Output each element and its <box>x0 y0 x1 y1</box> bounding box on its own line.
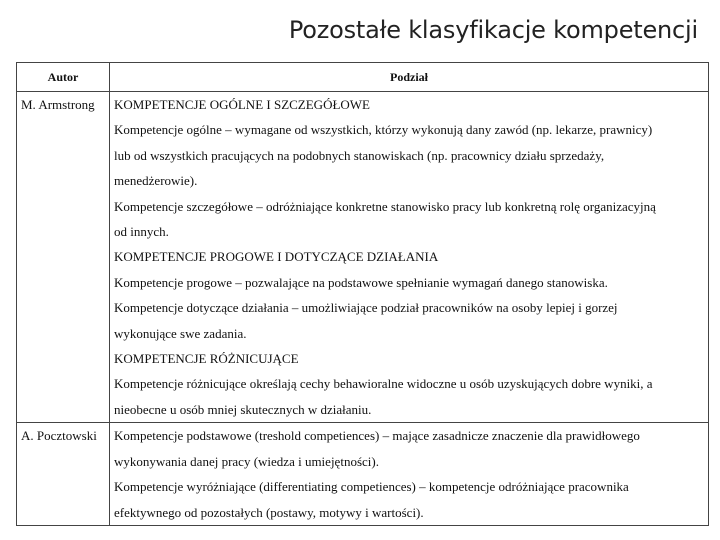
text-line: Kompetencje różnicujące określają cechy behawioralne widoczne u osób uzyskujących dobre wyniki, a <box>114 376 653 392</box>
author-cell: M. Armstrong <box>17 92 110 423</box>
text-line: KOMPETENCJE OGÓLNE I SZCZEGÓŁOWE <box>114 97 371 112</box>
page-title: Pozostałe klasyfikacje kompetencji <box>288 16 698 44</box>
text-line: od innych. <box>114 224 169 240</box>
table-header-row <box>17 63 709 92</box>
division-cell <box>110 92 709 423</box>
author-cell: A. Pocztowski <box>17 423 110 526</box>
text-line: wykonywania danej pracy (wiedza i umiejętności). <box>114 453 379 469</box>
text-line: lub od wszystkich pracujących na podobnych stanowiskach (np. pracownicy działu sprzedaży, <box>114 147 605 163</box>
text-line: Kompetencje podstawowe (treshold competiences) – mające zasadnicze znaczenie dla prawidłowego <box>114 428 640 444</box>
division-cell <box>110 423 709 526</box>
text-line: menedżerowie). <box>114 173 198 189</box>
text-line: KOMPETENCJE RÓŻNICUJĄCE <box>114 351 299 367</box>
text-line: Kompetencje szczegółowe – odróżniające konkretne stanowisko pracy lub konkretną rolę organizacyjną <box>114 198 656 214</box>
text-line: Kompetencje ogólne – wymagane od wszystkich, którzy wykonują dany zawód (np. lekarze, prawnicy) <box>114 122 653 138</box>
header-division: Podział <box>110 63 709 92</box>
table-row-pocztowski <box>17 423 709 526</box>
text-line: Kompetencje dotyczące działania – umożliwiające podział pracowników na osoby lepiej i gorzej <box>114 300 618 316</box>
text-line: KOMPETENCJE PROGOWE I DOTYCZĄCE DZIAŁANIA <box>114 249 439 265</box>
text-line: Kompetencje progowe – pozwalające na podstawowe spełnianie wymagań danego stanowiska. <box>114 274 608 290</box>
text-line: Kompetencje wyróżniające (differentiating competiences) – kompetencje odróżniające pracownika <box>114 479 629 495</box>
header-author: Autor <box>17 63 110 92</box>
table-row-armstrong <box>17 92 709 423</box>
competence-table <box>16 62 709 526</box>
text-line: efektywnego od pozostałych (postawy, motywy i wartości). <box>114 504 424 520</box>
text-line: nieobecne u osób mniej skutecznych w działaniu. <box>114 401 372 417</box>
text-line: wykonujące swe zadania. <box>114 325 247 341</box>
